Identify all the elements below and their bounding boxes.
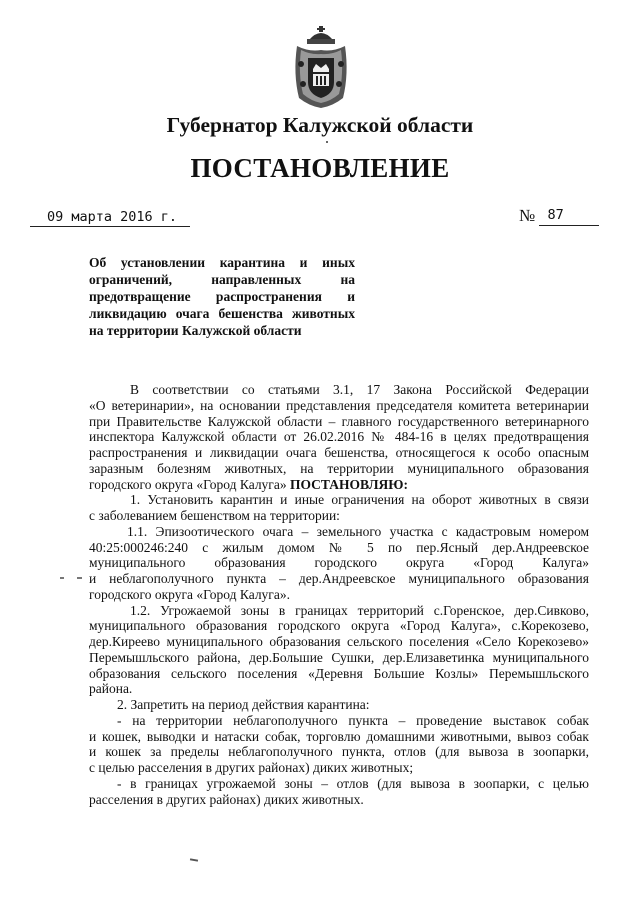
subject-line: Об установлении карантина и иных	[89, 255, 355, 270]
body-line: с заболеванием бешенством на территории:	[89, 508, 340, 523]
number-value: 87	[539, 205, 599, 226]
body-line: - на территории неблагополучного пункта – проведение выставок собак	[117, 712, 589, 728]
body-line: 2. Запретить на период действия карантина:	[117, 697, 370, 712]
body-line: района.	[89, 681, 133, 697]
number-label: №	[519, 206, 536, 225]
body-line: и неблагополучного пункта – дер.Андреевское муниципального образования	[89, 571, 589, 586]
body-line: образования сельского поселения «Деревня Большие Козлы» Перемышльского	[89, 665, 589, 681]
coat-of-arms-icon	[289, 24, 353, 110]
body-line: городского округа «Город Калуга».	[89, 586, 290, 602]
scan-speck	[326, 141, 328, 143]
subject-line: ограничений, направленных на	[89, 272, 355, 287]
scan-mark	[77, 577, 82, 579]
body-line: Перемышльского района, дер.Большие Сушки, дер.Елизаветинка муниципального	[89, 649, 589, 665]
body-line: заразным болезням животных, на территории муниципального образования	[89, 460, 589, 476]
body-line: 40:25:000246:240 с жилым домом № 5 по пер.Ясный дер.Андреевское	[89, 539, 589, 555]
body-line: муниципального образования городского округа «Город Калуга», с.Корекозево,	[89, 618, 589, 634]
body-line: «О ветеринарии», на основании представления председателя комитета ветеринарии	[89, 397, 589, 413]
document-date: 09 марта 2016 г.	[30, 208, 190, 227]
body-line: расселения в других районах) диких животных.	[89, 791, 364, 807]
subject-line: предотвращение распространения и	[89, 289, 355, 304]
issuing-authority: Губернатор Калужской области	[166, 113, 474, 137]
body-line: 1.2. Угрожаемой зоны в границах территорий с.Горенское, дер.Сивково,	[130, 602, 589, 618]
subject-line: на территории Калужской области	[89, 323, 302, 338]
body-line: с целью расселения в других районах) диких животных;	[89, 760, 414, 775]
scan-mark	[190, 858, 198, 861]
subject-line: ликвидацию очага бешенства животных	[89, 306, 355, 321]
body-line	[89, 477, 589, 493]
scan-mark	[60, 577, 64, 579]
body-line: 1. Установить карантин и иные ограничения на оборот животных в связи	[130, 492, 589, 508]
decree-word: ПОСТАНОВЛЯЮ:	[289, 476, 408, 492]
body-line: распространения и ликвидации очага бешенства, относящегося к особо опасным	[89, 445, 589, 460]
document-subject	[89, 254, 355, 339]
preamble-last: городского округа «Город Калуга»	[89, 476, 287, 492]
body-line: 1.1. Эпизоотического очага – земельного участка с кадастровым номером	[127, 523, 589, 539]
body-line: и кошек за пределы неблагополучного пункта, отлов (для вывоза в зоопарки,	[89, 744, 589, 760]
body-line: - в границах угрожаемой зоны – отлов (для вывоза в зоопарки, с целью	[117, 775, 589, 791]
body-line: инспектора Калужской области от 26.02.2016 № 484-16 в целях предотвращения	[89, 429, 589, 445]
body-line: муниципального образования городского округа «Город Калуга»	[89, 555, 589, 571]
document-type-title: ПОСТАНОВЛЕНИЕ	[190, 153, 450, 183]
body-line: и кошек, выводки и натаски собак, торговлю домашними животными, вывоз собак	[89, 728, 589, 744]
document-number	[519, 205, 599, 226]
body-line: В соответствии со статьями 3.1, 17 Закона Российской Федерации	[130, 382, 589, 397]
body-line: при Правительстве Калужской области – главного государственного ветеринарного	[89, 413, 589, 429]
document-body	[89, 382, 589, 807]
body-line: дер.Киреево муниципального образования сельского поселения «Село Корекозево»	[89, 634, 589, 649]
